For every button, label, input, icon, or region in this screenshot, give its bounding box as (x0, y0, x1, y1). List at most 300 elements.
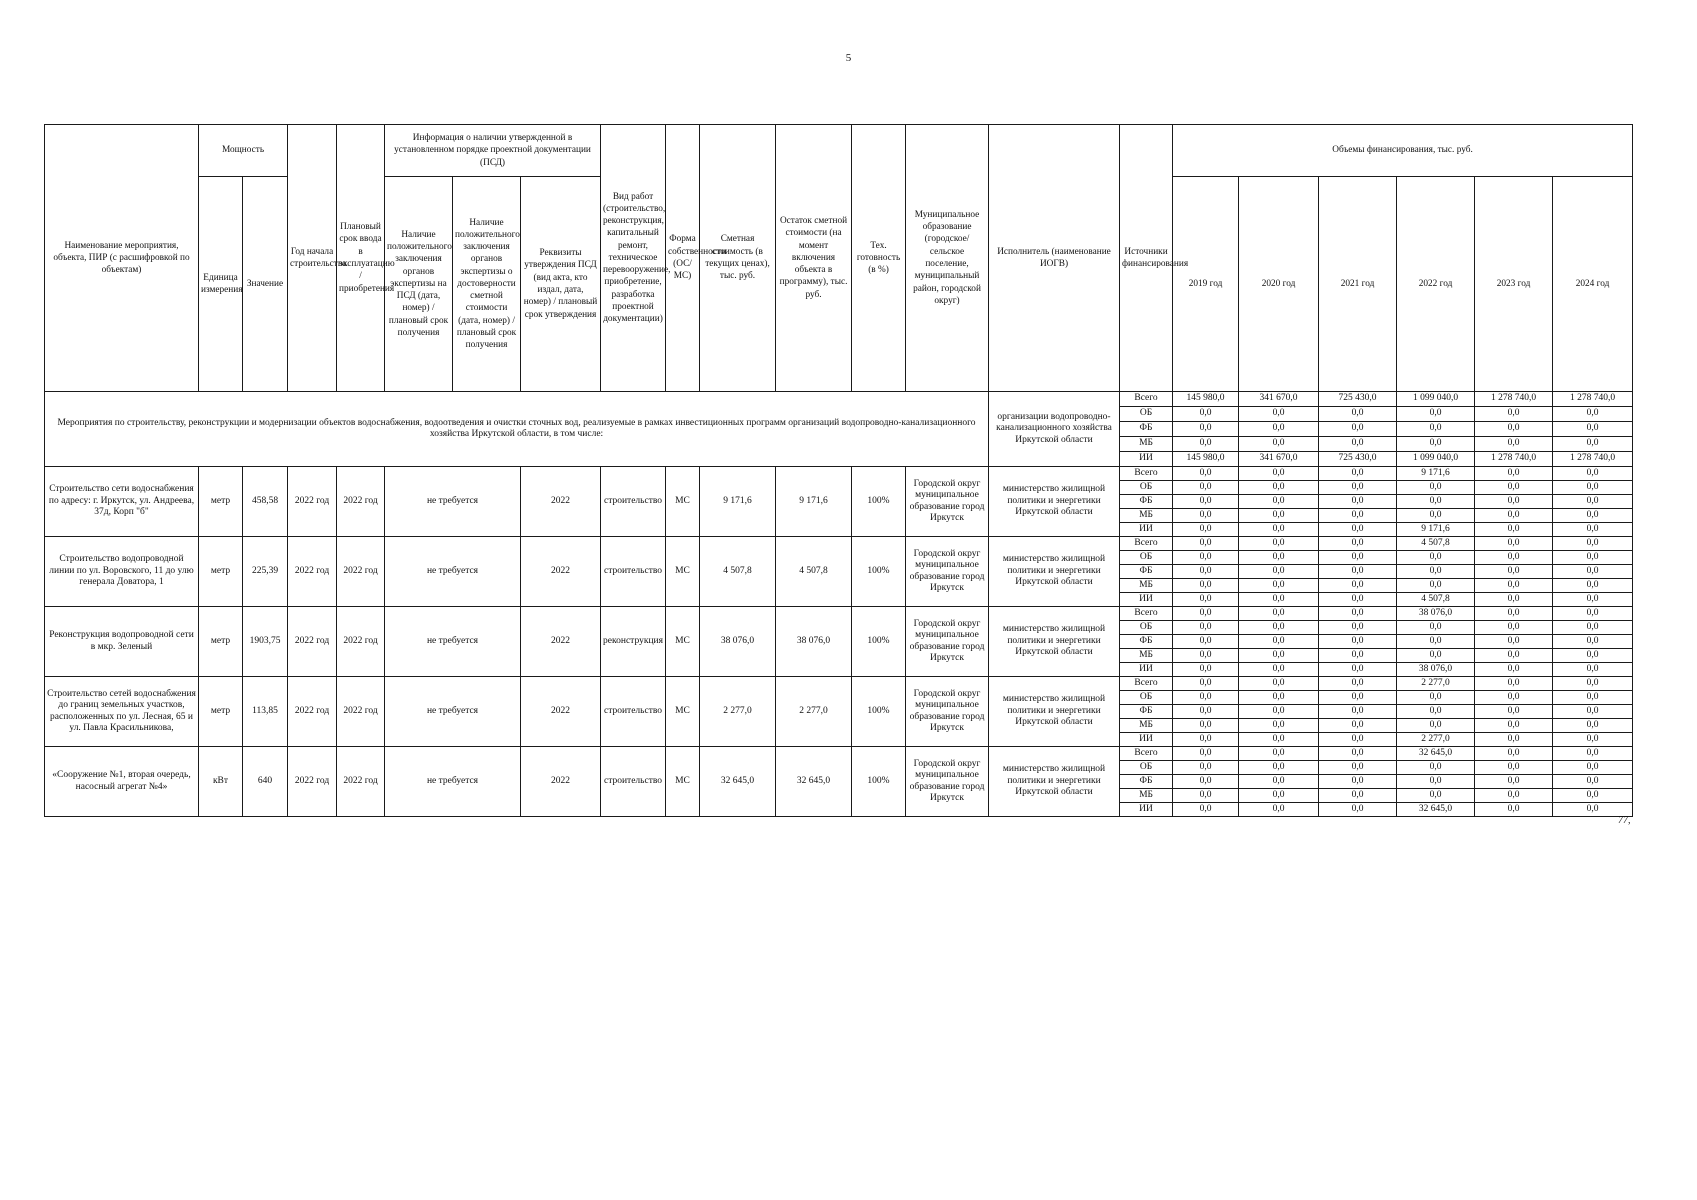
work-type: строительство (601, 747, 666, 817)
page-number: 5 (845, 52, 852, 64)
funding-value: 0,0 (1173, 407, 1239, 422)
funding-value: 0,0 (1319, 705, 1397, 719)
funding-value: 0,0 (1553, 803, 1633, 817)
funding-value: 0,0 (1319, 467, 1397, 481)
funding-value: 0,0 (1553, 593, 1633, 607)
ownership: МС (666, 747, 700, 817)
funding-value: 0,0 (1319, 407, 1397, 422)
psd-year: 2022 (521, 467, 601, 537)
funding-value: 0,0 (1397, 775, 1475, 789)
executor: министерство жилищной политики и энергетики Иркутской области (989, 677, 1120, 747)
funding-value: 38 076,0 (1397, 663, 1475, 677)
funding-value: 0,0 (1173, 437, 1239, 452)
readiness: 100% (852, 537, 906, 607)
funding-value: 0,0 (1319, 495, 1397, 509)
funding-value: 0,0 (1553, 565, 1633, 579)
funding-value: 0,0 (1475, 509, 1553, 523)
funding-source: ФБ (1120, 565, 1173, 579)
funding-value: 0,0 (1553, 537, 1633, 551)
funding-source: Всего (1120, 467, 1173, 481)
funding-value: 0,0 (1319, 691, 1397, 705)
funding-value: 0,0 (1173, 509, 1239, 523)
psd-status: не требуется (385, 607, 521, 677)
funding-value: 0,0 (1397, 437, 1475, 452)
estimated-cost: 4 507,8 (700, 537, 776, 607)
funding-value: 0,0 (1397, 761, 1475, 775)
funding-value: 0,0 (1397, 407, 1475, 422)
funding-value: 0,0 (1319, 621, 1397, 635)
funding-value: 0,0 (1173, 593, 1239, 607)
funding-value: 0,0 (1319, 803, 1397, 817)
year-start: 2022 год (288, 607, 337, 677)
year-start: 2022 год (288, 747, 337, 817)
funding-source: ОБ (1120, 481, 1173, 495)
funding-value: 0,0 (1475, 663, 1553, 677)
header-psd-conclusion: Наличие положительного заключения органов экспертизы на ПСД (дата, номер) / плановый срок получения (385, 177, 453, 392)
funding-value: 725 430,0 (1319, 452, 1397, 467)
capacity-value: 225,39 (243, 537, 288, 607)
funding-value: 0,0 (1475, 495, 1553, 509)
work-type: реконструкция (601, 607, 666, 677)
funding-value: 0,0 (1239, 691, 1319, 705)
funding-value: 0,0 (1319, 509, 1397, 523)
work-type: строительство (601, 537, 666, 607)
summary-title: Мероприятия по строительству, реконструкции и модернизации объектов водоснабжения, водоотведения и очистки сточных вод, реализуемые в рамках инвестиционных программ организаций водопроводно-канализационного хозяйства Иркутской области, в том числе: (45, 392, 989, 467)
funding-source: ОБ (1120, 407, 1173, 422)
funding-source: Всего (1120, 677, 1173, 691)
year-start: 2022 год (288, 677, 337, 747)
header-work-type: Вид работ (строительство, реконструкция, капитальный ремонт, техническое перевооружение, приобретение, разработка проектной документации) (601, 125, 666, 392)
funding-value: 0,0 (1475, 565, 1553, 579)
funding-value: 0,0 (1475, 789, 1553, 803)
header-estimated-cost: Сметная стоимость (в текущих ценах), тыс. руб. (700, 125, 776, 392)
header-source: Источники финансирования (1120, 125, 1173, 392)
funding-value: 0,0 (1553, 635, 1633, 649)
funding-value: 1 278 740,0 (1475, 392, 1553, 407)
funding-value: 0,0 (1475, 691, 1553, 705)
funding-source: ОБ (1120, 621, 1173, 635)
funding-value: 0,0 (1553, 579, 1633, 593)
funding-value: 0,0 (1397, 509, 1475, 523)
funding-value: 0,0 (1397, 495, 1475, 509)
funding-source: ОБ (1120, 551, 1173, 565)
funding-value: 0,0 (1397, 551, 1475, 565)
header-year-2020: 2020 год (1239, 177, 1319, 392)
psd-status: не требуется (385, 747, 521, 817)
funding-value: 0,0 (1173, 803, 1239, 817)
estimated-cost: 38 076,0 (700, 607, 776, 677)
funding-value: 0,0 (1475, 437, 1553, 452)
funding-value: 0,0 (1553, 775, 1633, 789)
funding-value: 0,0 (1239, 635, 1319, 649)
psd-year: 2022 (521, 747, 601, 817)
funding-value: 0,0 (1239, 663, 1319, 677)
ownership: МС (666, 677, 700, 747)
funding-source: Всего (1120, 607, 1173, 621)
estimated-cost: 9 171,6 (700, 467, 776, 537)
header-year-2021: 2021 год (1319, 177, 1397, 392)
funding-value: 0,0 (1397, 481, 1475, 495)
executor: министерство жилищной политики и энергетики Иркутской области (989, 467, 1120, 537)
funding-value: 0,0 (1173, 551, 1239, 565)
funding-value: 0,0 (1319, 537, 1397, 551)
funding-value: 0,0 (1239, 677, 1319, 691)
header-municipality: Муниципальное образование (городское/сельское поселение, муниципальный район, городской округ) (906, 125, 989, 392)
funding-source: МБ (1120, 649, 1173, 663)
unit: метр (199, 537, 243, 607)
municipality: Городской округ муниципальное образование город Иркутск (906, 467, 989, 537)
funding-value: 0,0 (1239, 747, 1319, 761)
capacity-value: 1903,75 (243, 607, 288, 677)
executor: министерство жилищной политики и энергетики Иркутской области (989, 607, 1120, 677)
funding-value: 0,0 (1239, 437, 1319, 452)
funding-value: 0,0 (1319, 551, 1397, 565)
funding-value: 0,0 (1553, 495, 1633, 509)
header-value: Значение (243, 177, 288, 392)
planned-term: 2022 год (337, 677, 385, 747)
funding-value: 0,0 (1173, 733, 1239, 747)
funding-value: 0,0 (1239, 621, 1319, 635)
funding-value: 0,0 (1173, 621, 1239, 635)
planned-term: 2022 год (337, 467, 385, 537)
funding-value: 0,0 (1475, 705, 1553, 719)
page-mark: 77, (1618, 815, 1631, 826)
header-unit: Единица измерения (199, 177, 243, 392)
funding-value: 0,0 (1173, 467, 1239, 481)
funding-value: 38 076,0 (1397, 607, 1475, 621)
funding-value: 1 278 740,0 (1553, 392, 1633, 407)
funding-value: 0,0 (1319, 719, 1397, 733)
object-name: «Сооружение №1, вторая очередь, насосный агрегат №4» (45, 747, 199, 817)
table-row (45, 537, 1633, 551)
funding-source: Всего (1120, 392, 1173, 407)
funding-source: МБ (1120, 579, 1173, 593)
funding-value: 0,0 (1319, 649, 1397, 663)
funding-value: 0,0 (1319, 607, 1397, 621)
funding-value: 2 277,0 (1397, 677, 1475, 691)
funding-value: 0,0 (1475, 422, 1553, 437)
cost-balance: 32 645,0 (776, 747, 852, 817)
funding-value: 0,0 (1239, 467, 1319, 481)
funding-value: 0,0 (1319, 663, 1397, 677)
estimated-cost: 32 645,0 (700, 747, 776, 817)
work-type: строительство (601, 467, 666, 537)
funding-value: 341 670,0 (1239, 392, 1319, 407)
funding-value: 0,0 (1475, 467, 1553, 481)
funding-value: 0,0 (1553, 422, 1633, 437)
funding-value: 0,0 (1553, 761, 1633, 775)
object-name: Строительство сетей водоснабжения до границ земельных участков, расположенных по ул. Лесная, 65 и ул. Павла Красильникова, (45, 677, 199, 747)
funding-value: 0,0 (1239, 593, 1319, 607)
funding-value: 0,0 (1239, 775, 1319, 789)
header-year-2024: 2024 год (1553, 177, 1633, 392)
table-body (45, 392, 1633, 817)
unit: метр (199, 467, 243, 537)
funding-value: 0,0 (1553, 663, 1633, 677)
funding-value: 0,0 (1475, 733, 1553, 747)
funding-value: 0,0 (1553, 691, 1633, 705)
cost-balance: 2 277,0 (776, 677, 852, 747)
psd-year: 2022 (521, 537, 601, 607)
summary-executor: организации водопроводно-канализационного хозяйства Иркутской области (989, 392, 1120, 467)
funding-value: 0,0 (1319, 635, 1397, 649)
header-psd-details: Реквизиты утверждения ПСД (вид акта, кто издал, дата, номер) / плановый срок утверждения (521, 177, 601, 392)
funding-value: 0,0 (1173, 523, 1239, 537)
header-name: Наименование мероприятия, объекта, ПИР (с расшифровкой по объектам) (45, 125, 199, 392)
funding-value: 0,0 (1173, 481, 1239, 495)
funding-value: 0,0 (1475, 537, 1553, 551)
funding-source: ИИ (1120, 663, 1173, 677)
funding-value: 4 507,8 (1397, 593, 1475, 607)
funding-value: 1 099 040,0 (1397, 452, 1475, 467)
funding-value: 0,0 (1475, 719, 1553, 733)
header-funding: Объемы финансирования, тыс. руб. (1173, 125, 1633, 177)
funding-source: ИИ (1120, 733, 1173, 747)
funding-value: 2 277,0 (1397, 733, 1475, 747)
funding-value: 0,0 (1239, 565, 1319, 579)
header-psd-info: Информация о наличии утвержденной в установленном порядке проектной документации (ПСД) (385, 125, 601, 177)
funding-value: 0,0 (1475, 635, 1553, 649)
funding-value: 0,0 (1173, 719, 1239, 733)
funding-source: ИИ (1120, 523, 1173, 537)
funding-value: 0,0 (1475, 747, 1553, 761)
funding-value: 725 430,0 (1319, 392, 1397, 407)
funding-value: 0,0 (1397, 621, 1475, 635)
funding-value: 0,0 (1319, 775, 1397, 789)
funding-value: 0,0 (1397, 691, 1475, 705)
funding-value: 0,0 (1239, 733, 1319, 747)
object-name: Строительство сети водоснабжения по адресу: г. Иркутск, ул. Андреева, 37д, Корп "б" (45, 467, 199, 537)
funding-value: 0,0 (1553, 789, 1633, 803)
funding-value: 0,0 (1319, 789, 1397, 803)
funding-value: 0,0 (1553, 677, 1633, 691)
funding-value: 0,0 (1319, 677, 1397, 691)
funding-value: 0,0 (1553, 467, 1633, 481)
funding-value: 0,0 (1239, 649, 1319, 663)
funding-value: 0,0 (1553, 509, 1633, 523)
funding-value: 0,0 (1397, 649, 1475, 663)
ownership: МС (666, 607, 700, 677)
table-row (45, 747, 1633, 761)
capacity-value: 640 (243, 747, 288, 817)
funding-value: 0,0 (1553, 649, 1633, 663)
funding-value: 9 171,6 (1397, 523, 1475, 537)
funding-value: 0,0 (1173, 663, 1239, 677)
funding-value: 0,0 (1239, 719, 1319, 733)
funding-value: 0,0 (1475, 803, 1553, 817)
funding-value: 0,0 (1239, 537, 1319, 551)
funding-value: 0,0 (1239, 509, 1319, 523)
funding-value: 145 980,0 (1173, 452, 1239, 467)
funding-value: 4 507,8 (1397, 537, 1475, 551)
funding-source: ИИ (1120, 593, 1173, 607)
funding-value: 0,0 (1319, 593, 1397, 607)
funding-source: ФБ (1120, 495, 1173, 509)
funding-value: 0,0 (1239, 481, 1319, 495)
funding-value: 0,0 (1553, 733, 1633, 747)
psd-year: 2022 (521, 677, 601, 747)
funding-value: 0,0 (1173, 565, 1239, 579)
funding-value: 341 670,0 (1239, 452, 1319, 467)
funding-value: 0,0 (1239, 789, 1319, 803)
funding-value: 0,0 (1319, 747, 1397, 761)
funding-value: 0,0 (1553, 705, 1633, 719)
capacity-value: 458,58 (243, 467, 288, 537)
funding-value: 0,0 (1475, 551, 1553, 565)
municipality: Городской округ муниципальное образование город Иркутск (906, 537, 989, 607)
funding-value: 0,0 (1173, 775, 1239, 789)
funding-value: 0,0 (1319, 733, 1397, 747)
funding-value: 9 171,6 (1397, 467, 1475, 481)
funding-value: 0,0 (1553, 407, 1633, 422)
funding-value: 1 278 740,0 (1475, 452, 1553, 467)
funding-value: 0,0 (1319, 437, 1397, 452)
funding-value: 0,0 (1475, 607, 1553, 621)
funding-value: 0,0 (1475, 761, 1553, 775)
funding-value: 0,0 (1397, 789, 1475, 803)
funding-value: 1 278 740,0 (1553, 452, 1633, 467)
funding-value: 0,0 (1173, 495, 1239, 509)
estimated-cost: 2 277,0 (700, 677, 776, 747)
funding-value: 0,0 (1239, 407, 1319, 422)
readiness: 100% (852, 677, 906, 747)
funding-value: 0,0 (1239, 551, 1319, 565)
funding-value: 0,0 (1553, 621, 1633, 635)
funding-value: 0,0 (1173, 422, 1239, 437)
header-year-2019: 2019 год (1173, 177, 1239, 392)
header-psd-reliability: Наличие положительного заключения органов экспертизы о достоверности сметной стоимости (дата, номер) / плановый срок получения (453, 177, 521, 392)
funding-value: 32 645,0 (1397, 747, 1475, 761)
funding-value: 0,0 (1553, 719, 1633, 733)
funding-source: ФБ (1120, 635, 1173, 649)
header-year-start: Год начала строительства (288, 125, 337, 392)
funding-value: 0,0 (1173, 789, 1239, 803)
funding-value: 0,0 (1397, 635, 1475, 649)
funding-value: 32 645,0 (1397, 803, 1475, 817)
cost-balance: 9 171,6 (776, 467, 852, 537)
funding-source: ОБ (1120, 761, 1173, 775)
funding-value: 0,0 (1173, 537, 1239, 551)
readiness: 100% (852, 467, 906, 537)
executor: министерство жилищной политики и энергетики Иркутской области (989, 537, 1120, 607)
funding-value: 0,0 (1397, 705, 1475, 719)
funding-source: ИИ (1120, 452, 1173, 467)
capacity-value: 113,85 (243, 677, 288, 747)
object-name: Строительство водопроводной линии по ул. Воровского, 11 до улю генерала Доватора, 1 (45, 537, 199, 607)
header-readiness: Тех. готовность (в %) (852, 125, 906, 392)
psd-status: не требуется (385, 467, 521, 537)
header-year-2023: 2023 год (1475, 177, 1553, 392)
header-year-2022: 2022 год (1397, 177, 1475, 392)
ownership: МС (666, 467, 700, 537)
municipality: Городской округ муниципальное образование город Иркутск (906, 677, 989, 747)
cost-balance: 4 507,8 (776, 537, 852, 607)
header-executor: Исполнитель (наименование ИОГВ) (989, 125, 1120, 392)
funding-value: 0,0 (1553, 747, 1633, 761)
header-ownership: Форма собственности (ОС/ МС) (666, 125, 700, 392)
planned-term: 2022 год (337, 537, 385, 607)
funding-value: 0,0 (1173, 635, 1239, 649)
funding-source: ИИ (1120, 803, 1173, 817)
funding-value: 0,0 (1397, 719, 1475, 733)
funding-value: 0,0 (1475, 579, 1553, 593)
funding-source: Всего (1120, 537, 1173, 551)
municipality: Городской округ муниципальное образование город Иркутск (906, 747, 989, 817)
funding-source: ФБ (1120, 422, 1173, 437)
municipality: Городской округ муниципальное образование город Иркутск (906, 607, 989, 677)
funding-value: 0,0 (1475, 593, 1553, 607)
funding-value: 0,0 (1239, 495, 1319, 509)
funding-source: МБ (1120, 719, 1173, 733)
funding-value: 0,0 (1475, 677, 1553, 691)
funding-value: 0,0 (1475, 407, 1553, 422)
funding-value: 0,0 (1239, 803, 1319, 817)
unit: кВт (199, 747, 243, 817)
year-start: 2022 год (288, 537, 337, 607)
funding-value: 0,0 (1319, 579, 1397, 593)
funding-value: 0,0 (1319, 523, 1397, 537)
psd-status: не требуется (385, 537, 521, 607)
funding-source: Всего (1120, 747, 1173, 761)
funding-value: 0,0 (1173, 677, 1239, 691)
funding-value: 0,0 (1239, 422, 1319, 437)
funding-source: ФБ (1120, 775, 1173, 789)
header-planned-term: Плановый срок ввода в эксплуатацию / приобретения (337, 125, 385, 392)
ownership: МС (666, 537, 700, 607)
work-type: строительство (601, 677, 666, 747)
funding-value: 0,0 (1239, 705, 1319, 719)
funding-value: 0,0 (1553, 607, 1633, 621)
planned-term: 2022 год (337, 607, 385, 677)
funding-value: 0,0 (1319, 565, 1397, 579)
funding-value: 0,0 (1475, 649, 1553, 663)
funding-source: МБ (1120, 509, 1173, 523)
funding-value: 0,0 (1319, 761, 1397, 775)
funding-table (44, 124, 1633, 817)
table-row (45, 677, 1633, 691)
header-capacity: Мощность (199, 125, 288, 177)
funding-value: 0,0 (1173, 649, 1239, 663)
funding-source: ОБ (1120, 691, 1173, 705)
funding-value: 0,0 (1319, 481, 1397, 495)
funding-value: 0,0 (1173, 761, 1239, 775)
psd-year: 2022 (521, 607, 601, 677)
funding-value: 0,0 (1239, 579, 1319, 593)
unit: метр (199, 607, 243, 677)
summary-row (45, 392, 1633, 407)
funding-value: 0,0 (1319, 422, 1397, 437)
readiness: 100% (852, 607, 906, 677)
funding-value: 0,0 (1397, 565, 1475, 579)
funding-value: 0,0 (1239, 607, 1319, 621)
funding-value: 0,0 (1475, 775, 1553, 789)
funding-value: 0,0 (1173, 691, 1239, 705)
funding-value: 0,0 (1553, 551, 1633, 565)
funding-value: 0,0 (1553, 481, 1633, 495)
funding-value: 0,0 (1475, 621, 1553, 635)
funding-value: 0,0 (1397, 579, 1475, 593)
funding-value: 0,0 (1397, 422, 1475, 437)
funding-value: 0,0 (1553, 437, 1633, 452)
funding-value: 0,0 (1173, 705, 1239, 719)
funding-value: 145 980,0 (1173, 392, 1239, 407)
object-name: Реконструкция водопроводной сети в мкр. Зеленый (45, 607, 199, 677)
cost-balance: 38 076,0 (776, 607, 852, 677)
funding-value: 0,0 (1173, 579, 1239, 593)
header-balance: Остаток сметной стоимости (на момент включения объекта в программу), тыс. руб. (776, 125, 852, 392)
funding-value: 0,0 (1239, 523, 1319, 537)
table-header (45, 125, 1633, 392)
